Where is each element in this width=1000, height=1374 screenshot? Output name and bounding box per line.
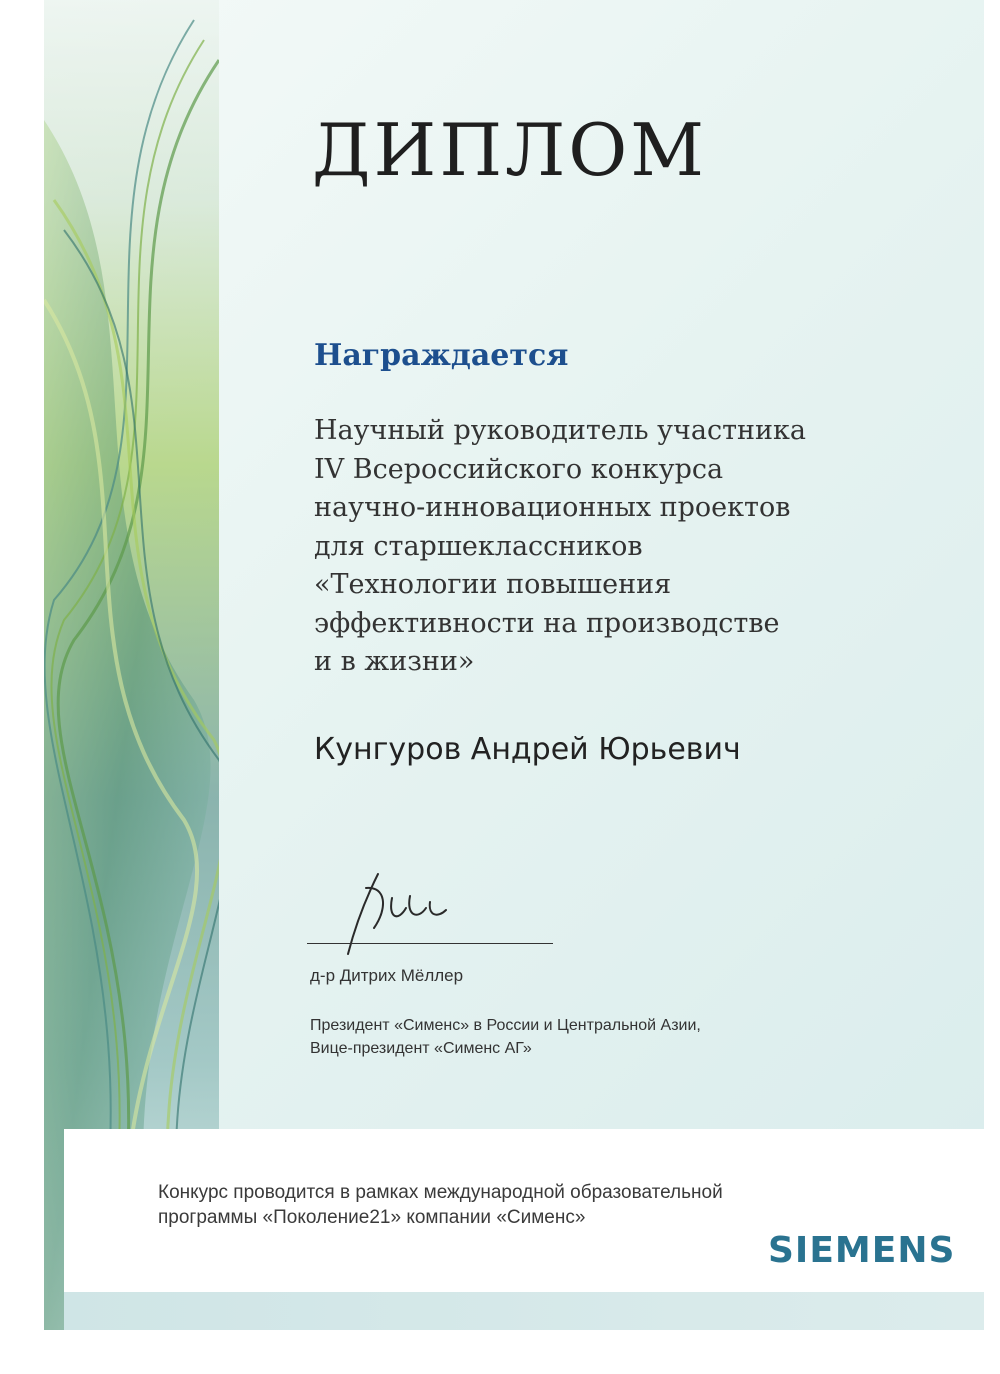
footer-line: программы «Поколение21» компании «Сименс» bbox=[158, 1207, 586, 1228]
description-line: и в жизни» bbox=[314, 646, 475, 677]
signature-line bbox=[307, 943, 553, 944]
handwritten-signature bbox=[326, 868, 466, 960]
signer-position bbox=[310, 1014, 701, 1060]
description-line: для старшеклассников bbox=[314, 530, 643, 562]
footer-text bbox=[158, 1180, 723, 1230]
footer-band bbox=[64, 1292, 984, 1330]
signer-name: д-р Дитрих Мёллер bbox=[310, 966, 464, 985]
position-line: Вице-президент «Сименс АГ» bbox=[310, 1040, 532, 1057]
description-line: «Технологии повышения bbox=[314, 569, 672, 600]
description-line: IV Всероссийского конкурса bbox=[314, 453, 724, 485]
recipient-name: Кунгуров Андрей Юрьевич bbox=[314, 732, 741, 767]
scan-margin-left bbox=[0, 0, 44, 1374]
description-line: эффективности на производстве bbox=[314, 607, 780, 639]
position-line: Президент «Сименс» в России и Центральной Азии, bbox=[310, 1017, 701, 1034]
description-line: научно-инновационных проектов bbox=[314, 492, 791, 523]
footer-line: Конкурс проводится в рамках международной образовательной bbox=[158, 1182, 723, 1203]
description-line: Научный руководитель участника bbox=[314, 415, 807, 446]
award-description bbox=[314, 412, 934, 682]
awarded-heading: Награждается bbox=[314, 338, 569, 373]
siemens-logo: SIEMENS bbox=[768, 1230, 956, 1271]
diploma-title: ДИПЛОМ bbox=[312, 108, 707, 192]
scan-margin-bottom bbox=[0, 1330, 1000, 1374]
